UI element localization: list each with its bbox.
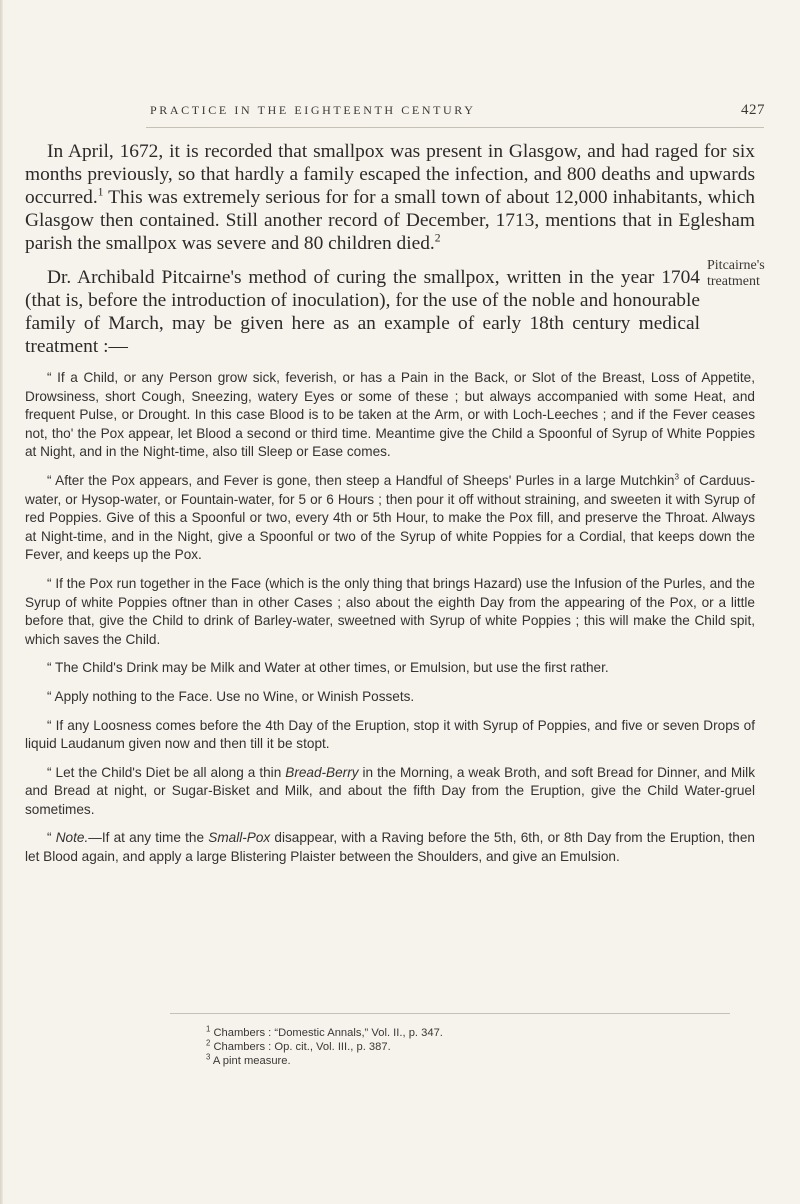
page-number: 427 xyxy=(741,102,765,118)
quotation-block xyxy=(25,369,755,867)
footnotes xyxy=(206,1026,726,1068)
paragraph-pitcairne: Dr. Archibald Pitcairne's method of curing the smallpox, written in the year 1704 (that is, before the introduction of inoculation), for the use of the noble and honourable family of March, may be given here as an example of early 18th century medical treatment :— xyxy=(25,267,700,357)
quote-8-text-b: disappear, with a Raving before the 5th, 6th, or 8th Day from the Eruption, then let Blood again, and apply a large Blistering Plaister between the Shoulders, and give an Emulsion. xyxy=(25,830,755,865)
quote-8-note: Note. xyxy=(55,830,89,846)
footnote-ref-2: 2 xyxy=(434,231,441,245)
quote-paragraph-5: “ Apply nothing to the Face. Use no Wine, or Winish Possets. xyxy=(47,688,415,704)
quote-7-italic: Bread-Berry xyxy=(285,764,359,780)
quote-paragraph-3: “ If the Pox run together in the Face (which is the only thing that brings Hazard) use the Infusion of the Purles, and the Syrup of white Poppies oftner than in other Cases ; also about the eighth Day from the appearing of the Pox, or a little before that, give the Child to drink of Barley-water, sweetned with Syrup of white Poppies ; this will make the Child spit, which saves the Child. xyxy=(25,575,755,647)
quote-paragraph-6: “ If any Loosness comes before the 4th Day of the Eruption, stop it with Syrup of Poppies, and five or seven Drops of liquid Laudanum given now and then till it be stopt. xyxy=(25,717,755,752)
quote-paragraph-8 xyxy=(25,829,755,866)
quote-paragraph-1: “ If a Child, or any Person grow sick, feverish, or has a Pain in the Back, or Slot of the Breast, Loss of Appetite, Drowsiness, short Cough, Sneezing, watery Eyes or some of these ; but always accompanied with some Heat, and frequent Pulse, or Drought. In this case Blood is to be taken at the Arm, or with Loch-Leeches ; and if the Fever ceases not, tho' the Pox appear, let Blood a second or third time. Meantime give the Child a Spoonful of Syrup of White Poppies at Night, and in the Night-time, also till Sleep or Ease comes. xyxy=(25,370,755,460)
footnote-2 xyxy=(206,1040,726,1054)
paragraph-glasgow xyxy=(25,140,755,255)
running-header xyxy=(150,102,765,119)
footnote-1-mark: 1 xyxy=(206,1024,211,1034)
page-edge-shadow xyxy=(0,0,3,1204)
paragraph-1-text-b: This was extremely serious for for a small town of about 12,000 inhabitants, which Glasgow then contained. Still another record of December, 1713, mentions that in Eglesham parish the smallpox was severe and 80 children died. xyxy=(25,187,755,254)
quote-7-text-b: in the Morning, a weak Broth, and soft Bread for Dinner, and Milk and Bread at night, or Sugar-Bisket and Milk, and about the fifth Day from the Eruption, give the Child Water-gruel sometimes. xyxy=(25,764,755,817)
quote-2-text-b: of Carduus-water, or Hysop-water, or Fountain-water, for 5 or 6 Hours ; then pour it off without straining, and sweeten it with Syrup of red Poppies. Give of this a Spoonful or two, every 4th or 5th Hour, to make the Pox fill, and preserve the Throat. Always at Night-time, and in the Night, give a Spoonful or two of the Syrup of white Poppies for a Cordial, that keeps down the Fever, and keeps up the Pox. xyxy=(25,472,755,563)
header-rule xyxy=(146,127,764,128)
running-title: PRACTICE IN THE EIGHTEENTH CENTURY xyxy=(150,103,476,117)
footnote-2-mark: 2 xyxy=(206,1038,211,1048)
footnote-ref-3: 3 xyxy=(674,472,679,482)
margin-note-line-2: treatment xyxy=(707,274,760,289)
footnote-3 xyxy=(206,1054,726,1068)
footnote-3-text: A pint measure. xyxy=(212,1055,291,1067)
footnote-ref-1: 1 xyxy=(97,185,104,199)
margin-note-line-1: Pitcairne's xyxy=(707,258,765,273)
quote-2-text-a: “ After the Pox appears, and Fever is gone, then steep a Handful of Sheeps' Purles in a large Mutchkin xyxy=(47,472,675,488)
footnote-1-text: Chambers : “Domestic Annals,” Vol. II., p. 347. xyxy=(213,1027,443,1039)
quote-8-italic: Small-Pox xyxy=(208,830,271,846)
quote-7-text-a: “ Let the Child's Diet be all along a thin xyxy=(47,764,286,780)
quote-8-open: “ xyxy=(47,830,56,846)
quote-paragraph-7 xyxy=(25,764,755,820)
footnote-2-text: Chambers : Op. cit., Vol. III., p. 387. xyxy=(213,1041,391,1053)
paragraph-1-text-a: In April, 1672, it is recorded that smallpox was present in Glasgow, and had raged for six months previously, so that hardly a family escaped the infection, and 800 deaths and upwards occurred. xyxy=(25,141,755,208)
quote-paragraph-2 xyxy=(25,472,755,565)
quote-8-text-a: —If at any time the xyxy=(88,830,209,846)
footnote-rule xyxy=(170,1013,730,1014)
footnote-1 xyxy=(206,1026,726,1040)
quote-paragraph-4: “ The Child's Drink may be Milk and Water at other times, or Emulsion, but use the first rather. xyxy=(47,660,609,676)
footnote-3-mark: 3 xyxy=(206,1052,211,1062)
main-text xyxy=(25,140,755,867)
